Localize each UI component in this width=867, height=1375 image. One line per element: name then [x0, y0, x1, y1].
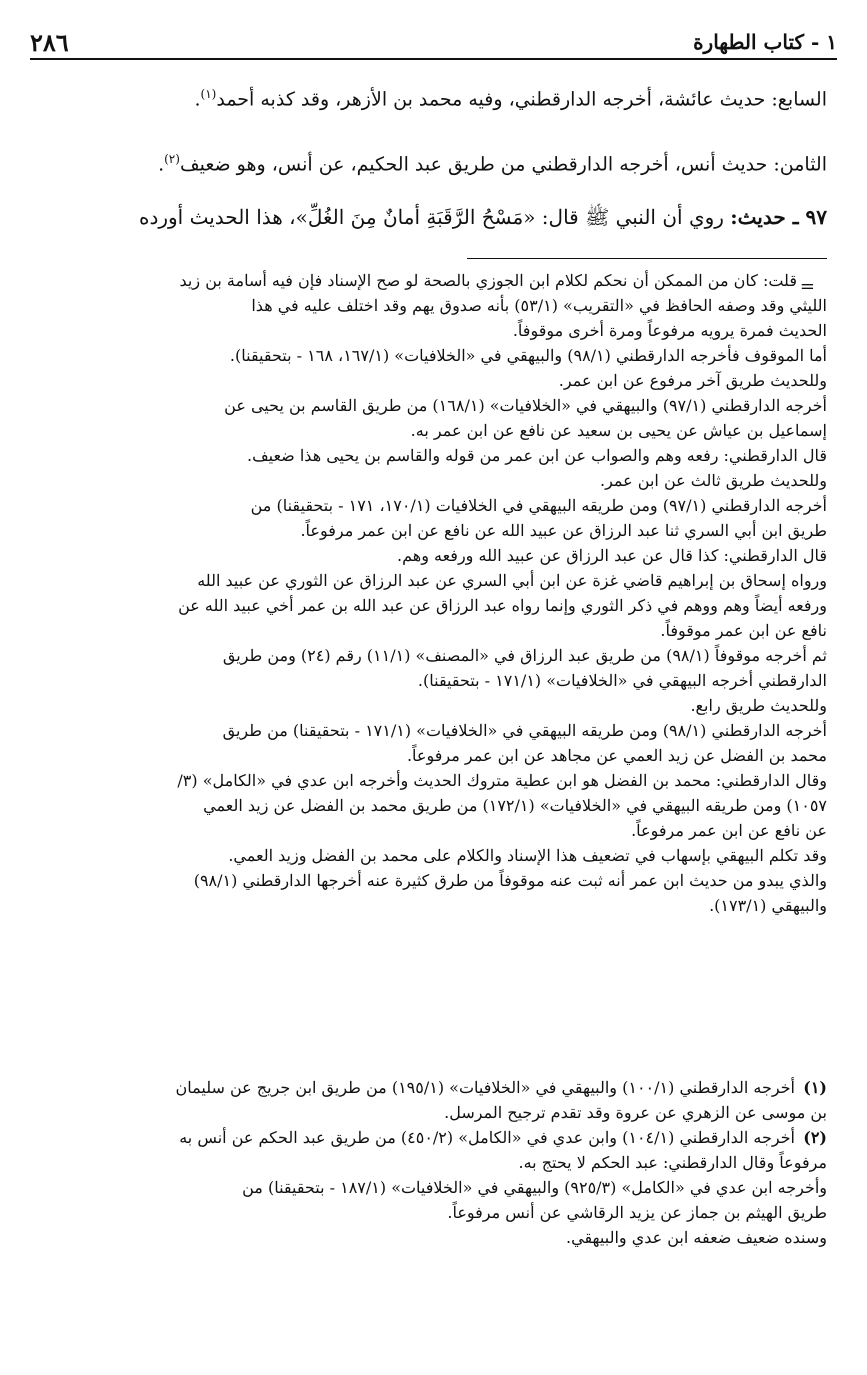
footnote-line: قلت: كان من الممكن أن نحكم لكلام ابن الجوزي بالصحة لو صح الإسناد فإن فيه أسامة بن زيد [179, 271, 797, 290]
footnote-line: ١٠٥٧) ومن طريقه البيهقي في «الخلافيات» (١٧٢/١) من طريق محمد بن الفضل عن زيد العمي [203, 796, 827, 815]
note-marker: (١) [803, 1078, 827, 1097]
footnote-line: إسماعيل بن عياش عن يحيى بن سعيد عن نافع عن ابن عمر به. [410, 421, 827, 440]
footnote-line: نافع عن ابن عمر موقوفاً. [660, 621, 827, 640]
footnote-line: وللحديث طريق رابع. [690, 696, 827, 715]
note-text: أخرجه الدارقطني (١٠٤/١) وابن عدي في «الكامل» (٤٥٠/٢) من طريق عبد الحكم عن أنس به [179, 1128, 795, 1147]
footnote-line: ورفعه أيضاً وهم ووهم في ذكر الثوري وإنما رواه عبد الرزاق عن عبد الله بن عمر أخي عبيد الله عن [178, 596, 827, 615]
note-line [30, 1075, 827, 1100]
footnote-ref-2: (٢) [164, 152, 180, 167]
note-text: طريق الهيثم بن جماز عن يزيد الرقاشي عن أنس مرفوعاً. [447, 1203, 827, 1222]
footnote-line: عن نافع عن ابن عمر مرفوعاً. [631, 821, 827, 840]
main-line-hadith-97 [30, 201, 827, 233]
footnote-line: وقال الدارقطني: محمد بن الفضل هو ابن عطية متروك الحديث وأخرجه ابن عدي في «الكامل» (٣/ [177, 771, 827, 790]
note-text: وسنده ضعيف ضعفه ابن عدي والبيهقي. [566, 1228, 827, 1247]
note-text: أخرجه الدارقطني (١٠٠/١) والبيهقي في «الخلافيات» (١٩٥/١) من طريق ابن جريج عن سليمان [175, 1078, 795, 1097]
note-text: بن موسى عن الزهري عن عروة وقد تقدم ترجيح المرسل. [444, 1103, 827, 1122]
footnote-line: الدارقطني أخرجه البيهقي في «الخلافيات» (١٧١/١ - بتحقيقنا). [417, 671, 827, 690]
footnote-line: قال الدارقطني: رفعه وهم والصواب عن ابن عمر من قوله والقاسم بن يحيى هذا ضعيف. [246, 446, 827, 465]
continuation-mark: = [799, 276, 815, 297]
note-text: مرفوعاً وقال الدارقطني: عبد الحكم لا يحتج به. [518, 1153, 827, 1172]
main-line-seventh: السابع: حديث عائشة، أخرجه الدارقطني، وفيه محمد بن الأزهر، وقد كذبه أحمد$^{(١)}$. [194, 87, 827, 111]
footnote-line: وللحديث طريق ثالث عن ابن عمر. [599, 471, 827, 490]
main-text [30, 78, 827, 233]
footnote-line: ورواه إسحاق بن إبراهيم قاضي غزة عن ابن أبي السري عن عبد الرزاق عن الثوري عن عبيد الله [197, 571, 827, 590]
note-line [30, 1225, 827, 1250]
footnote-line: وقد تكلم البيهقي بإسهاب في تضعيف هذا الإسناد والكلام على محمد بن الفضل وزيد العمي. [228, 846, 827, 865]
footnote-continuation [30, 268, 827, 918]
footnote-line: أما الموقوف فأخرجه الدارقطني (٩٨/١) والبيهقي في «الخلافيات» (١٦٧/١، ١٦٨ - بتحقيقنا). [229, 346, 827, 365]
footnote-line: والبيهقي (١٧٣/١). [709, 896, 827, 915]
note-line [30, 1125, 827, 1150]
footnote-line: وللحديث طريق آخر مرفوع عن ابن عمر. [558, 371, 827, 390]
footnote-line: قال الدارقطني: كذا قال عن عبد الرزاق عن عبيد الله ورفعه وهم. [397, 546, 827, 565]
note-text: وأخرجه ابن عدي في «الكامل» (٩٢٥/٣) والبيهقي في «الخلافيات» (١٨٧/١ - بتحقيقنا) من [242, 1178, 827, 1197]
main-line-seventh-text: السابع: حديث عائشة، أخرجه الدارقطني، وفيه محمد بن الأزهر، وقد كذبه أحمد [216, 88, 827, 111]
note-line [30, 1100, 827, 1125]
chapter-title: ١ - كتاب الطهارة [693, 30, 837, 54]
note-line [30, 1175, 827, 1200]
note-line [30, 1200, 827, 1225]
footnote-ref-1: (١) [200, 87, 217, 101]
note-marker: (٢) [803, 1128, 827, 1147]
footnote-line: أخرجه الدارقطني (٩٨/١) ومن طريقه البيهقي في «الخلافيات» (١٧١/١ - بتحقيقنا) من طريق [222, 721, 827, 740]
footnote-line: محمد بن الفضل عن زيد العمي عن مجاهد عن ابن عمر مرفوعاً. [406, 746, 827, 765]
footnote-line: أخرجه الدارقطني (٩٧/١) ومن طريقه البيهقي في الخلافيات (١٧٠/١، ١٧١ - بتحقيقنا) من [250, 496, 827, 515]
footnote-divider [467, 258, 827, 259]
main-line-eighth: الثامن: حديث أنس، أخرجه الدارقطني من طريق عبد الحكيم، عن أنس، وهو ضعيف$^{(٢)}$. [158, 152, 827, 176]
footnote-line: أخرجه الدارقطني (٩٧/١) والبيهقي في «الخلافيات» (١٦٨/١) من طريق القاسم بن يحيى عن [224, 396, 827, 415]
footnote-line: والذي يبدو من حديث ابن عمر أنه ثبت عنه موقوفاً من طرق كثيرة عنه أخرجها الدارقطني (٩٨/١) [193, 871, 827, 890]
footnote-line: الليثي وقد وصفه الحافظ في «التقريب» (٥٣/١) بأنه صدوق يهم وقد اختلف عليه في هذا [251, 296, 827, 315]
footnote-line: طريق ابن أبي السري ثنا عبد الرزاق عن عبيد الله عن نافع عن ابن عمر مرفوعاً. [300, 521, 827, 540]
main-line-eighth-text: الثامن: حديث أنس، أخرجه الدارقطني من طريق عبد الحكيم، عن أنس، وهو ضعيف [179, 153, 827, 176]
hadith-number: ٩٧ ـ حديث: [730, 204, 827, 229]
note-line [30, 1150, 827, 1175]
footnotes [30, 1075, 827, 1250]
footnote-line: الحديث فمرة يرويه مرفوعاً ومرة أخرى موقوفاً. [512, 321, 827, 340]
running-header [30, 28, 837, 60]
footnote-line: ثم أخرجه موقوفاً (٩٨/١) من طريق عبد الرزاق في «المصنف» (١١/١) رقم (٢٤) ومن طريق [222, 646, 827, 665]
page-number: ٢٨٦ [30, 28, 69, 57]
hadith-text: روي أن النبي ﷺ قال: «مَسْحُ الرَّقَبَةِ أمانٌ مِنَ الغُلِّ»، هذا الحديث أورده [138, 204, 724, 229]
